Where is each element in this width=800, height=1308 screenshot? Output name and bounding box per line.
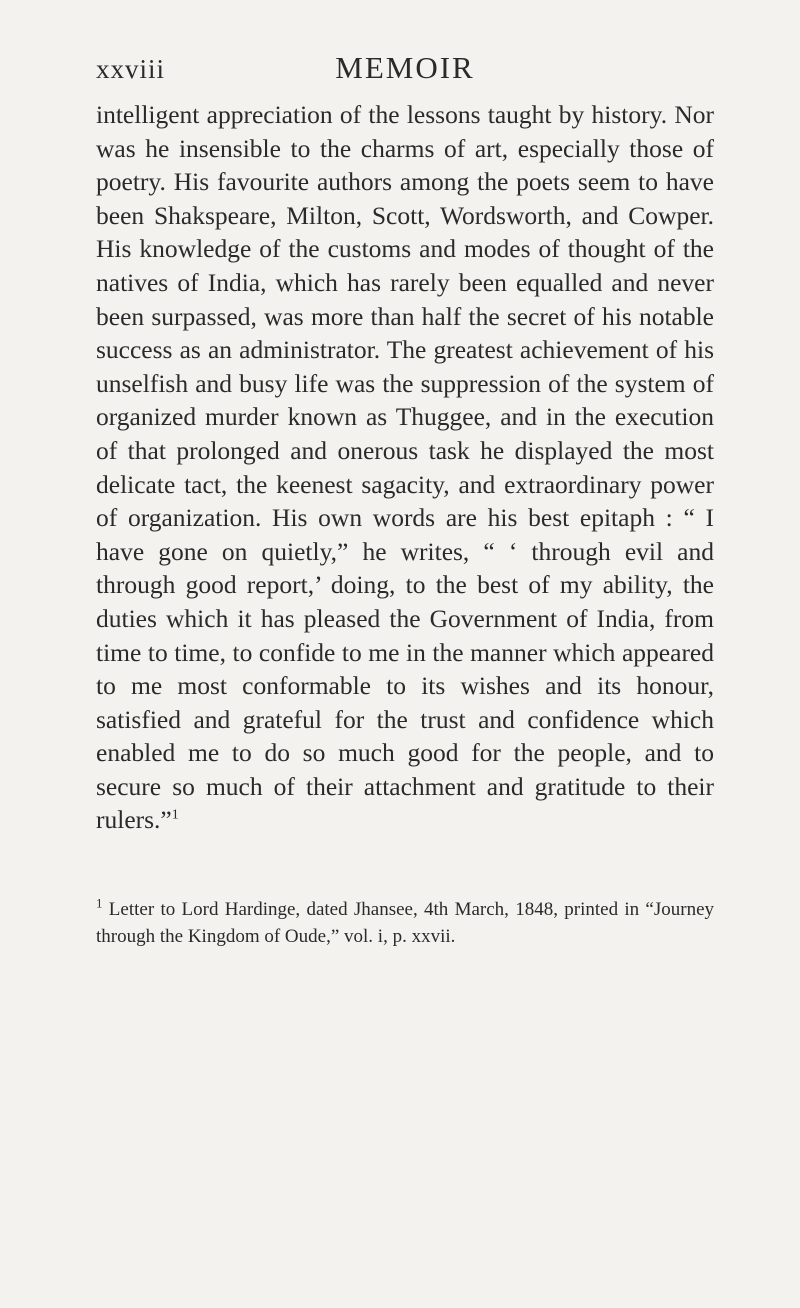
running-head: MEMOIR (335, 50, 475, 85)
page-header (96, 50, 714, 90)
body-text: intelligent appreciation of the lessons taught by history. Nor was he insensible to the charms of art, especially those of poetry. His favourite authors among the poets seem to have been Shakspeare, Milton, Scott, Wordsworth, and Cowper. His knowledge of the customs and modes of thought of the natives of India, which has rarely been equalled and never been surpassed, was more than half the secret of his notable success as an administrator. The greatest achievement of his unselfish and busy life was the suppression of the system of organized murder known as Thuggee, and in the execution of that prolonged and onerous task he displayed the most delicate tact, the keenest sagacity, and extraordinary power of organization. His own words are his best epitaph : “ I have gone on quietly,” he writes, “ ‘ through evil and through good report,’ doing, to the best of my ability, the duties which it has pleased the Government of India, from time to time, to confide to me in the manner which appeared to me most conformable to its wishes and its honour, satisfied and grateful for the trust and confidence which enabled me to do so much good for the people, and to secure so much of their attachment and gratitude to their rulers.” (96, 100, 714, 835)
body-paragraph (96, 98, 714, 837)
page-number: xxviii (96, 54, 166, 84)
footnote (96, 896, 714, 950)
footnote-reference[interactable]: 1 (171, 807, 179, 823)
footnote-marker: 1 (96, 895, 103, 911)
footnote-text: Letter to Lord Hardinge, dated Jhansee, 4th March, 1848, printed in “Journey through the Kingdom of Oude,” vol. i, p. xxvii. (96, 899, 715, 947)
